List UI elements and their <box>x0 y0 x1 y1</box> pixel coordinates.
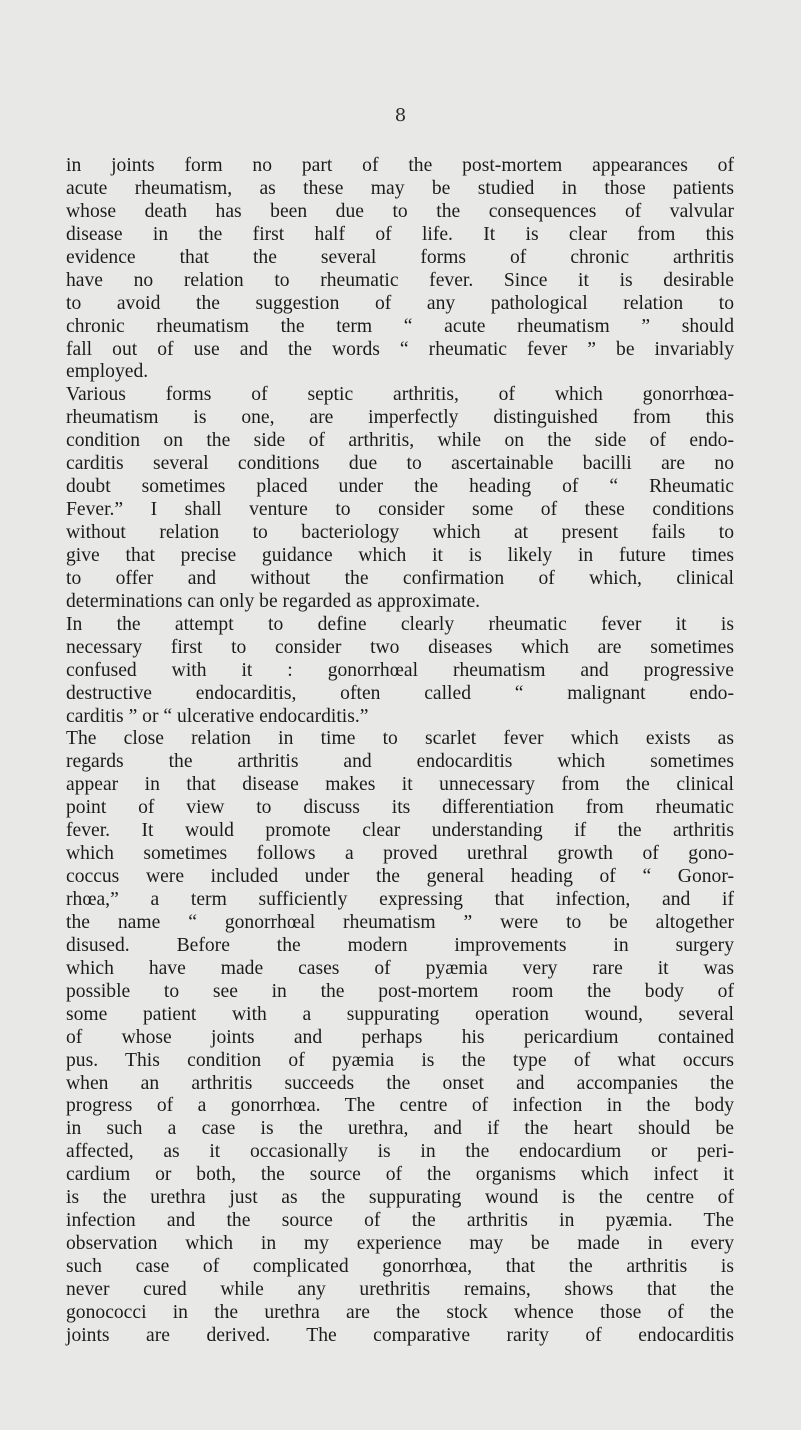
text-line: carditis ” or “ ulcerative endocarditis.” <box>66 705 369 727</box>
text-line: of whose joints and perhaps his pericardium contained <box>66 1026 734 1048</box>
text-line: carditis several conditions due to ascertainable bacilli are no <box>66 453 734 475</box>
text-line: which have made cases of pyæmia very rare it was <box>66 957 734 979</box>
text-line: whose death has been due to the consequences of valvular <box>66 200 734 222</box>
text-line: evidence that the several forms of chronic arthritis <box>66 246 734 268</box>
body-text <box>66 155 734 1348</box>
text-line: rheumatism is one, are imperfectly distinguished from this <box>66 407 734 429</box>
text-line: joints are derived. The comparative rarity of endocarditis <box>66 1324 734 1346</box>
text-line: cardium or both, the source of the organisms which infect it <box>66 1164 734 1186</box>
text-line: rhœa,” a term sufficiently expressing that infection, and if <box>66 889 734 910</box>
text-line: is the urethra just as the suppurating wound is the centre of <box>66 1187 734 1209</box>
text-line: destructive endocarditis, often called “ malignant endo- <box>66 682 734 704</box>
text-line: such case of complicated gonorrhœa, that the arthritis is <box>66 1256 734 1277</box>
text-line: in such a case is the urethra, and if the heart should be <box>66 1118 734 1140</box>
text-line: chronic rheumatism the term “ acute rheumatism ” should <box>66 315 734 337</box>
text-line: in joints form no part of the post-mortem appearances of <box>66 155 734 176</box>
text-line: disused. Before the modern improvements in surgery <box>66 934 734 956</box>
text-line: condition on the side of arthritis, while on the side of endo- <box>66 430 734 452</box>
text-line: pus. This condition of pyæmia is the type of what occurs <box>66 1049 734 1071</box>
text-line: give that precise guidance which it is likely in future times <box>66 544 734 566</box>
text-line: to avoid the suggestion of any pathological relation to <box>66 292 734 314</box>
text-line: affected, as it occasionally is in the endocardium or peri- <box>66 1141 734 1163</box>
text-line: gonococci in the urethra are the stock whence those of the <box>66 1301 734 1323</box>
text-line: never cured while any urethritis remains, shows that the <box>66 1278 734 1300</box>
text-line: which sometimes follows a proved urethral growth of gono- <box>66 843 734 865</box>
text-line: In the attempt to define clearly rheumatic fever it is <box>66 613 734 635</box>
text-line: disease in the first half of life. It is clear from this <box>66 223 734 245</box>
page-number: 8 <box>394 105 407 126</box>
text-line: employed. <box>66 361 149 383</box>
text-line: when an arthritis succeeds the onset and accompanies the <box>66 1072 734 1094</box>
text-line: fall out of use and the words “ rheumatic fever ” be invariably <box>66 338 734 360</box>
text-line: infection and the source of the arthritis in pyæmia. The <box>66 1210 734 1232</box>
text-line: doubt sometimes placed under the heading of “ Rheumatic <box>66 476 734 498</box>
text-line: to offer and without the confirmation of which, clinical <box>66 567 734 589</box>
text-line: determinations can only be regarded as approximate. <box>66 590 481 612</box>
text-line: point of view to discuss its differentiation from rheumatic <box>66 797 734 819</box>
text-line: Various forms of septic arthritis, of which gonorrhœa- <box>66 384 734 406</box>
text-line: regards the arthritis and endocarditis which sometimes <box>66 751 734 773</box>
text-line: fever. It would promote clear understanding if the arthritis <box>66 820 734 842</box>
text-line: confused with it : gonorrhœal rheumatism and progressive <box>66 659 734 681</box>
text-line: The close relation in time to scarlet fever which exists as <box>66 728 734 750</box>
text-line: have no relation to rheumatic fever. Since it is desirable <box>66 269 734 291</box>
text-line: acute rheumatism, as these may be studied in those patients <box>66 177 734 199</box>
text-line: necessary first to consider two diseases which are sometimes <box>66 636 734 658</box>
text-line: observation which in my experience may be made in every <box>66 1233 734 1255</box>
text-line: the name “ gonorrhœal rheumatism ” were to be altogether <box>66 911 734 933</box>
text-line: some patient with a suppurating operation wound, several <box>66 1003 734 1025</box>
text-line: progress of a gonorrhœa. The centre of infection in the body <box>66 1095 734 1117</box>
text-line: appear in that disease makes it unnecessary from the clinical <box>66 774 734 796</box>
text-line: without relation to bacteriology which at present fails to <box>66 522 734 543</box>
text-line: coccus were included under the general heading of “ Gonor- <box>66 866 734 888</box>
text-line: Fever.” I shall venture to consider some of these conditions <box>66 499 734 521</box>
text-line: possible to see in the post-mortem room the body of <box>66 980 734 1002</box>
